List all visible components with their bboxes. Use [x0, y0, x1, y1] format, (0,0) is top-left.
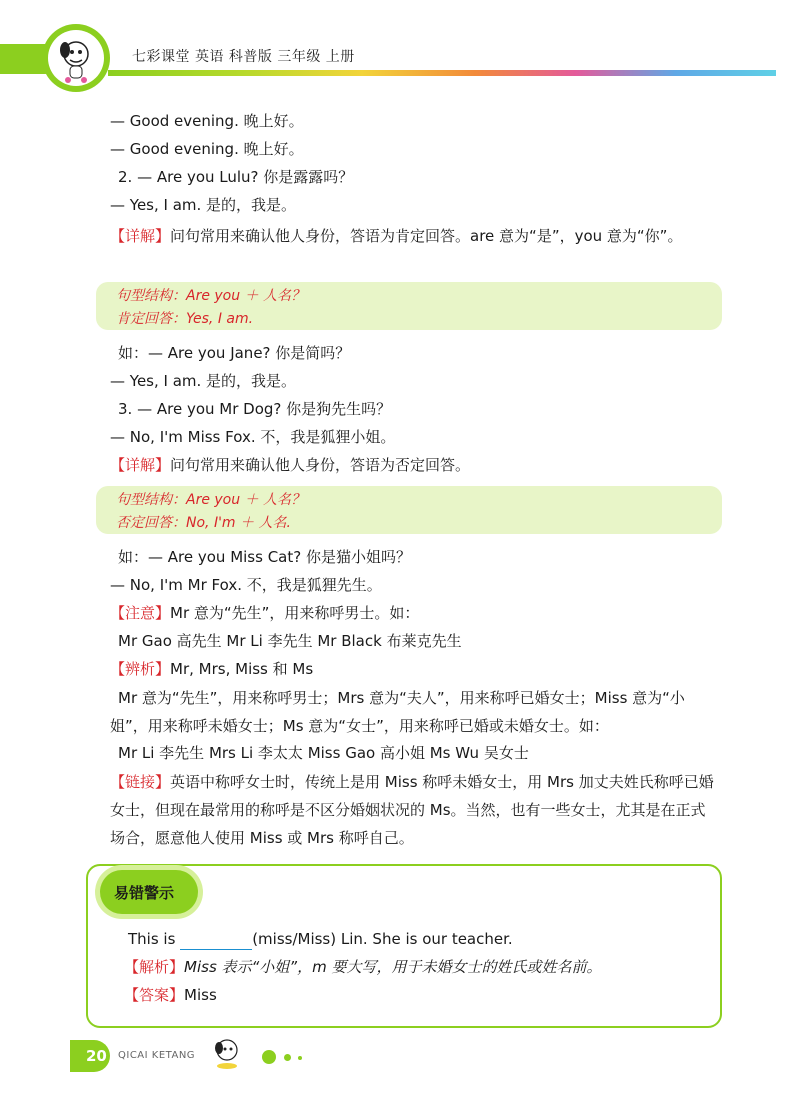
structure-box [96, 282, 722, 330]
distinguish-text: Mr, Mrs, Miss 和 Ms [170, 660, 314, 678]
link-paragraph [110, 768, 720, 852]
structure-box [96, 486, 722, 534]
text-paragraph: Mr 意为“先生”，用来称呼男士；Mrs 意为“夫人”，用来称呼已婚女士；Miss 意为“小姐”，用来称呼未婚女士；Ms 意为“女士”，用来称呼已婚或未婚女士。如： [110, 689, 685, 735]
distinguish-tag: 【辨析】 [110, 660, 171, 678]
analysis-text: Miss 表示“小姐”，m 要大写，用于未婚女士的姓氏或姓名前。 [184, 958, 602, 976]
structure-line: 句型结构：Are you ＋ 人名？ [116, 492, 306, 508]
link-text: 英语中称呼女士时，传统上是用 Miss 称呼未婚女士，用 Mrs 加丈夫姓氏称呼已婚女士，但现在最常用的称呼是不区分婚姻状况的 Ms。当然，也有一些女士，尤其是在正式场合，愿意他人使用 Miss 或 Mrs 称呼自己。 [110, 773, 714, 847]
answer-line [124, 984, 217, 1006]
answer-text: Miss [184, 986, 217, 1004]
warning-title-badge [100, 870, 198, 914]
structure-line: 肯定回答：Yes, I am. [116, 311, 254, 327]
text-line: 2. — Are you Lulu? 你是露露吗？ [118, 168, 354, 186]
header-title: 七彩课堂 英语 科普版 三年级 上册 [132, 49, 355, 65]
answer-tag: 【答案】 [124, 986, 185, 1004]
text-line: — Good evening. 晚上好。 [110, 140, 304, 158]
analysis-tag: 【解析】 [124, 958, 185, 976]
distinguish-paragraph [110, 658, 313, 680]
text-line: — No, I'm Mr Fox. 不，我是狐狸先生。 [110, 576, 382, 594]
footer-mascot-icon [205, 1036, 249, 1074]
footer-brand: QICAI KETANG [118, 1050, 196, 1061]
footer-dot [262, 1050, 276, 1064]
analysis-line [124, 956, 601, 978]
text-line: Mr Li 李先生 Mrs Li 李太太 Miss Gao 高小姐 Ms Wu 吴女士 [118, 744, 529, 762]
text-line: Mr Gao 高先生 Mr Li 李先生 Mr Black 布莱克先生 [118, 632, 462, 650]
structure-line: 否定回答：No, I'm ＋ 人名. [116, 515, 291, 531]
warning-title: 易错警示 [114, 884, 175, 902]
mascot-icon [48, 30, 104, 86]
question-text: (miss/Miss) Lin. She is our teacher. [252, 930, 513, 948]
header-rainbow-line [108, 70, 776, 76]
note-tag: 【注意】 [110, 604, 171, 622]
explanation-tag: 【详解】 [110, 456, 171, 474]
explanation-paragraph [110, 222, 720, 250]
text-line: 如：— Are you Jane? 你是简吗？ [118, 344, 351, 362]
page-number-badge [70, 1040, 110, 1072]
footer-dot [284, 1054, 291, 1061]
text-line: — No, I'm Miss Fox. 不，我是狐狸小姐。 [110, 428, 396, 446]
explanation-paragraph [110, 454, 470, 476]
question-text: This is [128, 930, 176, 948]
note-paragraph [110, 602, 419, 624]
answer-blank [180, 933, 252, 950]
text-line: 如：— Are you Miss Cat? 你是猫小姐吗？ [118, 548, 411, 566]
text-line: 3. — Are you Mr Dog? 你是狗先生吗？ [118, 400, 392, 418]
text-line: — Good evening. 晚上好。 [110, 112, 304, 130]
question-line [128, 928, 513, 950]
link-tag: 【链接】 [110, 773, 171, 791]
explanation-tag: 【详解】 [110, 227, 171, 245]
page-number: 20 [86, 1047, 107, 1065]
text-line: — Yes, I am. 是的，我是。 [110, 196, 297, 214]
text-line: — Yes, I am. 是的，我是。 [110, 372, 297, 390]
explanation-text: 问句常用来确认他人身份，答语为肯定回答。are 意为“是”，you 意为“你”。 [170, 227, 683, 245]
explanation-text: 问句常用来确认他人身份，答语为否定回答。 [170, 456, 471, 474]
note-text: Mr 意为“先生”，用来称呼男士。如： [170, 604, 420, 622]
structure-line: 句型结构：Are you ＋ 人名？ [116, 288, 306, 304]
footer-dot [298, 1056, 302, 1060]
